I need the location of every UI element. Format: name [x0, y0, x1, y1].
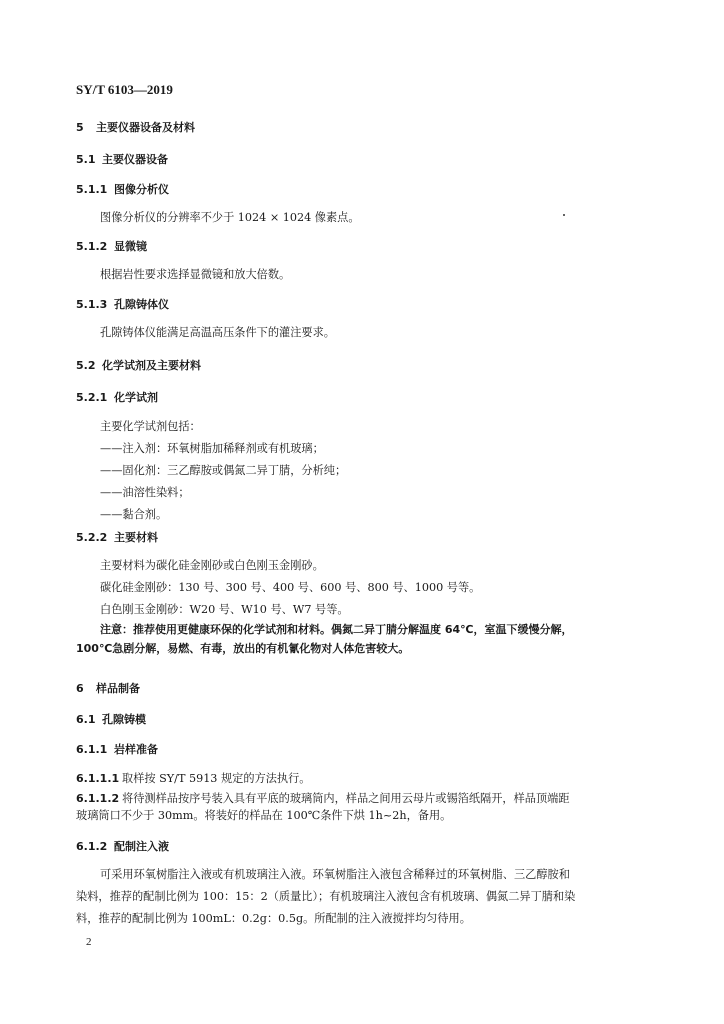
heading-5-2-1: [76, 389, 158, 405]
heading-5-2-1-number: 5.2.1: [76, 391, 108, 404]
heading-5-1-3: [76, 296, 169, 312]
heading-5-1-2-title: 显微镜: [114, 240, 147, 253]
clause-6-1-1-2-number: 6.1.1.2: [76, 792, 120, 805]
heading-6-1-1-title: 岩样准备: [114, 743, 158, 756]
standard-code: SY/T 6103—2019: [76, 82, 173, 97]
note-line-2: 100℃急剧分解，易燃、有毒，放出的有机氰化物对人体危害较大。: [76, 642, 410, 655]
heading-5-1-1-title: 图像分析仪: [114, 183, 169, 196]
paragraph-5-2-1-intro: 主要化学试剂包括：: [100, 420, 201, 433]
heading-5-2: [76, 357, 201, 373]
heading-6-1-2-title: 配制注入液: [114, 840, 169, 853]
clause-6-1-1-2-line-1: 将待测样品按序号装入具有平底的玻璃筒内，样品之间用云母片或锡箔纸隔开，样品顶端距: [122, 792, 570, 805]
heading-5-title: 主要仪器设备及材料: [96, 121, 195, 134]
paragraph-5-1-2: 根据岩性要求选择显微镜和放大倍数。: [100, 268, 291, 281]
list-item: ——油溶性染料；: [100, 486, 190, 499]
paragraph-5-2-2-line: 碳化硅金刚砂：130 号、300 号、400 号、600 号、800 号、1000 号等。: [100, 581, 481, 594]
heading-6-1-title: 孔隙铸模: [102, 713, 146, 726]
heading-5-number: 5: [76, 121, 84, 134]
clause-6-1-1-1-text: 取样按 SY/T 5913 规定的方法执行。: [122, 772, 311, 785]
heading-6-1-number: 6.1: [76, 713, 96, 726]
page-number: 2: [86, 936, 92, 948]
clause-6-1-1-1-number: 6.1.1.1: [76, 772, 120, 785]
heading-5-1-number: 5.1: [76, 153, 96, 166]
heading-6-1: [76, 711, 146, 727]
heading-6-1-1: [76, 741, 158, 757]
heading-5-1-3-number: 5.1.3: [76, 298, 108, 311]
paragraph-6-1-2-line-2: 染料，推荐的配制比例为 100：15：2（质量比）；有机玻璃注入液包含有机玻璃、偶氮二异丁腈和染: [76, 890, 576, 903]
heading-5-1-3-title: 孔隙铸体仪: [114, 298, 169, 311]
heading-6-1-2-number: 6.1.2: [76, 840, 108, 853]
scan-speck: [563, 214, 565, 216]
note-line-1: 注意：推荐使用更健康环保的化学试剂和材料。偶氮二异丁腈分解温度 64℃，室温下缓慢分解，: [100, 623, 573, 636]
heading-5-1: [76, 151, 168, 167]
heading-6-number: 6: [76, 682, 84, 695]
paragraph-5-2-2-line: 白色刚玉金刚砂：W20 号、W10 号、W7 号等。: [100, 603, 349, 616]
paragraph-5-1-1: 图像分析仪的分辨率不少于 1024 × 1024 像素点。: [100, 211, 360, 224]
paragraph-6-1-2-line-3: 料，推荐的配制比例为 100mL：0.2g：0.5g。所配制的注入液搅拌均匀待用。: [76, 912, 471, 925]
heading-5-2-2-title: 主要材料: [114, 531, 158, 544]
heading-6-1-1-number: 6.1.1: [76, 743, 108, 756]
heading-5-2-number: 5.2: [76, 359, 96, 372]
list-item: ——黏合剂。: [100, 508, 168, 521]
list-item: ——注入剂：环氧树脂加稀释剂或有机玻璃；: [100, 442, 324, 455]
clause-6-1-1-1: [76, 767, 310, 786]
heading-5-1-2-number: 5.1.2: [76, 240, 108, 253]
list-item: ——固化剂：三乙醇胺或偶氮二异丁腈，分析纯；: [100, 464, 347, 477]
paragraph-5-2-2-line: 主要材料为碳化硅金刚砂或白色刚玉金刚砂。: [100, 559, 324, 572]
clause-6-1-1-2: [76, 787, 570, 806]
heading-5-1-1-number: 5.1.1: [76, 183, 108, 196]
clause-6-1-1-2-line-2: 玻璃筒口不少于 30mm。将装好的样品在 100℃条件下烘 1h~2h，备用。: [76, 809, 452, 822]
heading-5-2-2-number: 5.2.2: [76, 531, 108, 544]
heading-5-1-1: [76, 181, 169, 197]
heading-5-1-title: 主要仪器设备: [102, 153, 168, 166]
heading-6-title: 样品制备: [96, 682, 140, 695]
heading-5-1-2: [76, 238, 147, 254]
paragraph-6-1-2-line-1: 可采用环氧树脂注入液或有机玻璃注入液。环氧树脂注入液包含稀释过的环氧树脂、三乙醇胺和: [100, 868, 570, 881]
heading-6: [76, 680, 140, 696]
paragraph-5-1-3: 孔隙铸体仪能满足高温高压条件下的灌注要求。: [100, 326, 335, 339]
heading-5: [76, 119, 195, 135]
heading-5-2-1-title: 化学试剂: [114, 391, 158, 404]
heading-6-1-2: [76, 838, 169, 854]
heading-5-2-2: [76, 529, 158, 545]
heading-5-2-title: 化学试剂及主要材料: [102, 359, 201, 372]
